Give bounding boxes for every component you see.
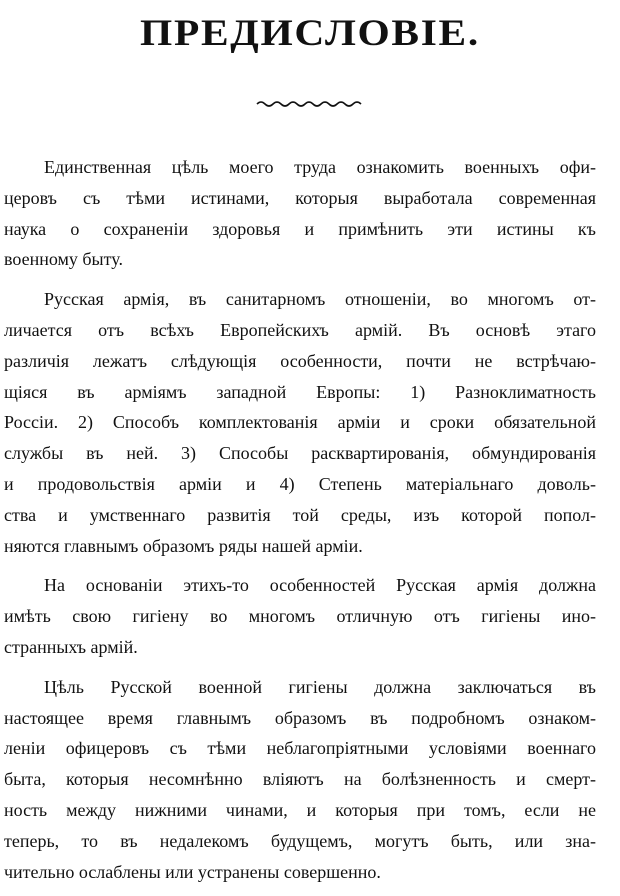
page-title: ПРЕДИСЛОВІЕ. — [140, 13, 480, 54]
text-line: чительно ослаблены или устранены совершенно. — [4, 861, 381, 882]
paragraph-1 — [4, 152, 596, 275]
text-line: Россіи. 2) Способъ комплектованія арміи и сроки обязательной — [4, 412, 596, 433]
text-line: ства и умственнаго развитія той среды, изъ которой попол- — [4, 504, 596, 525]
text-line: наука о сохраненіи здоровья и примѣнить эти истины къ — [4, 218, 596, 239]
paragraph-3 — [4, 570, 596, 662]
text-line: На основаніи этихъ-то особенностей Русская армія должна — [44, 575, 596, 596]
text-line: няются главнымъ образомъ ряды нашей арміи. — [4, 535, 363, 556]
text-line: личается отъ всѣхъ Европейскихъ армій. Въ основѣ этаго — [4, 319, 596, 340]
text-line: Цѣль Русской военной гигіены должна заключаться въ — [44, 676, 596, 697]
text-line: службы въ ней. 3) Способы расквартированія, обмундированія — [4, 443, 596, 464]
text-line: ность между нижними чинами, и которыя при томъ, если не — [4, 799, 596, 820]
text-line: щіяся въ арміямъ западной Европы: 1) Разноклиматность — [4, 381, 596, 402]
text-line: настоящее время главнымъ образомъ въ подробномъ ознаком- — [4, 707, 596, 728]
text-line: военному быту. — [4, 249, 123, 270]
text-line: Единственная цѣль моего труда ознакомить военныхъ офи- — [44, 157, 596, 177]
text-line: церовъ съ тѣми истинами, которыя выработала современная — [4, 187, 596, 208]
text-line: леніи офицеровъ съ тѣми неблагопріятными условіями военнаго — [4, 738, 596, 759]
paragraph-4 — [4, 672, 596, 888]
text-line: имѣть свою гигіену во многомъ отличную отъ гигіены ино- — [4, 606, 596, 627]
text-line: теперь, то въ недалекомъ будущемъ, могутъ быть, или зна- — [4, 830, 596, 851]
text-line: различія лежатъ слѣдующія особенности, почти не встрѣчаю- — [4, 350, 596, 371]
text-line: странныхъ армій. — [4, 636, 138, 657]
paragraph-2 — [4, 284, 596, 561]
body-text — [4, 152, 596, 896]
title-ornament — [255, 98, 365, 108]
text-line: быта, которыя несомнѣнно вліяютъ на болѣзненность и смерт- — [4, 769, 596, 790]
text-line: и продовольствія арміи и 4) Степень матеріальнаго доволь- — [4, 473, 596, 494]
text-line: Русская армія, въ санитарномъ отношеніи, во многомъ от- — [44, 289, 596, 310]
